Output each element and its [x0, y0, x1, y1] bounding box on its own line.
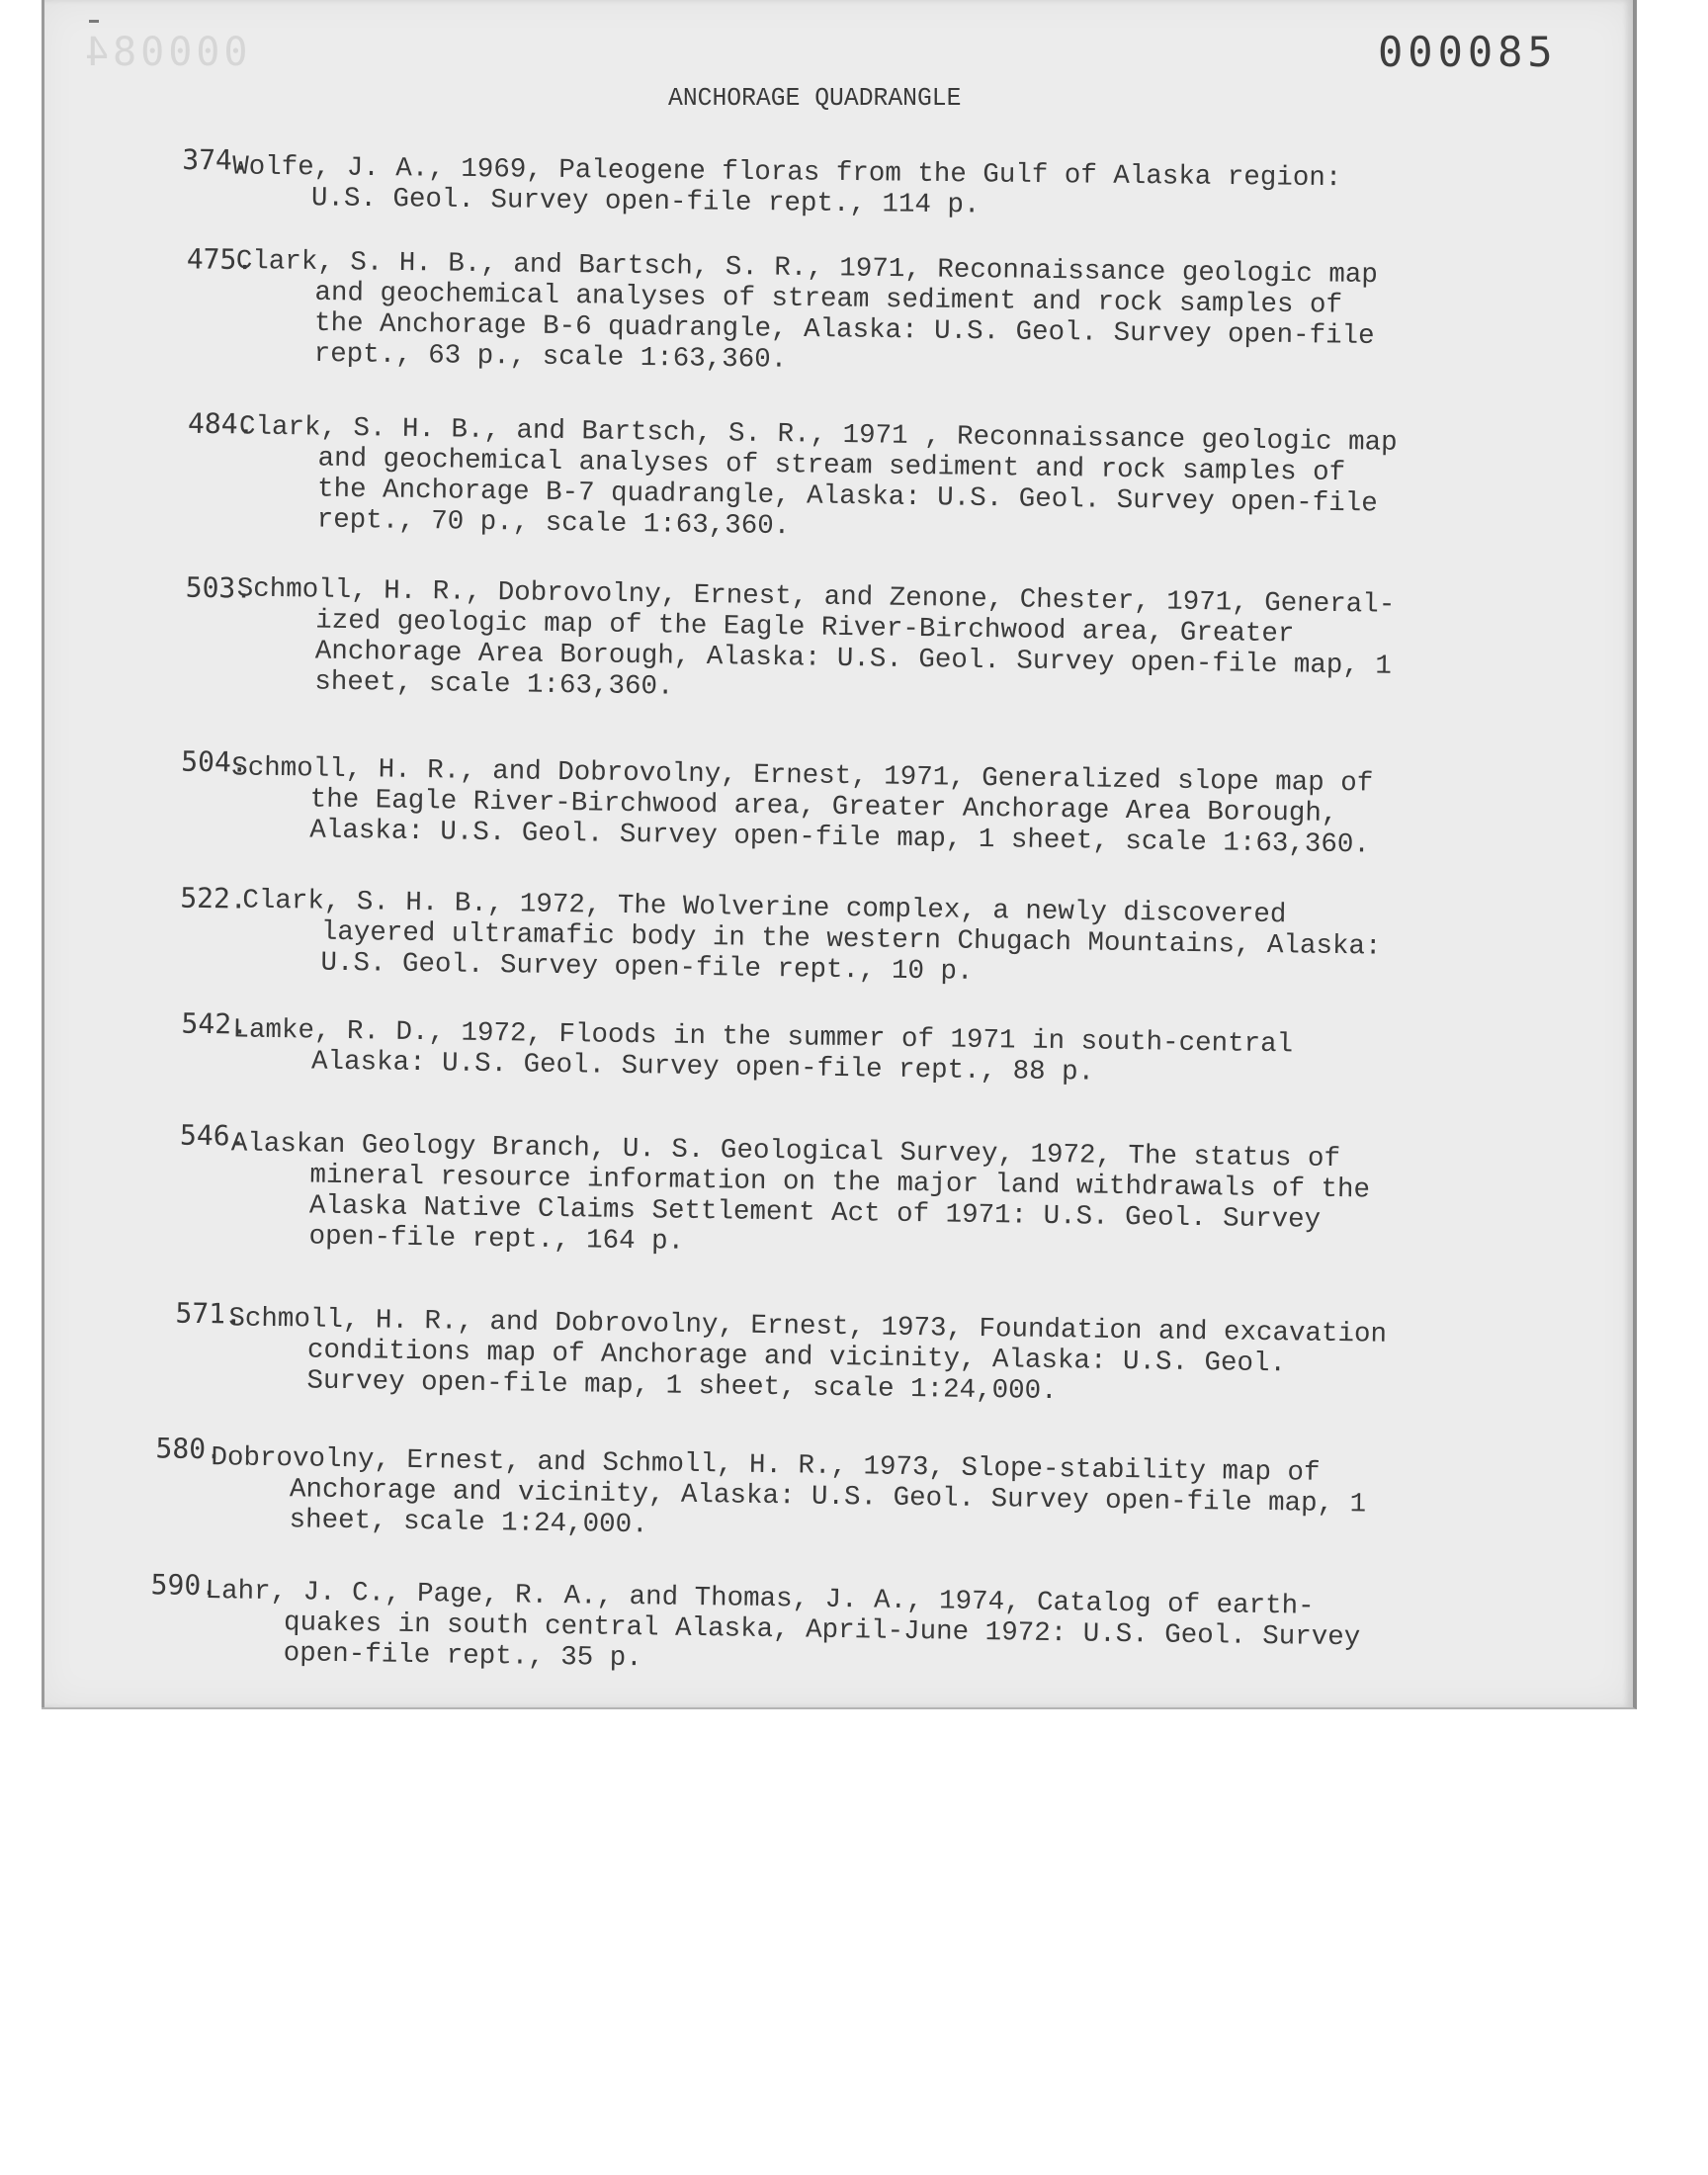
entry-text: Wolfe, J. A., 1969, Paleogene floras from the Gulf of Alaska region: U.S. Geol. Survey open-file rept., 114 p.: [232, 151, 1342, 221]
entry-number: 542.: [181, 1006, 249, 1041]
entry-number: 580.: [155, 1432, 223, 1466]
entry-text: Clark, S. H. B., and Bartsch, S. R., 1971, Reconnaissance geologic map and geochemical analyses of stream sediment and rock samples of the Anchorage B-6 quadrangle, Alaska: U.S. Geol. Survey open-file rept., 63 p., scale 1:63,360.: [235, 245, 1379, 376]
entry-text: Lamke, R. D., 1972, Floods in the summer of 1971 in south-central Alaska: U.S. Geol. Survey open-file rept., 88 p.: [232, 1014, 1294, 1088]
entry-number: 374.: [182, 142, 249, 177]
entry-number: 546.: [179, 1118, 247, 1153]
entry-text: Schmoll, H. R., Dobrovolny, Ernest, and Zenone, Chester, 1971, General-ized geologic map of the Eagle River-Birchwood area, Greater Anchorage Area Borough, Alaska: U.S. Geol. Survey open-file map, 1 sheet, scale 1:63,360.: [236, 573, 1396, 703]
entry-text: Schmoll, H. R., and Dobrovolny, Ernest, 1973, Foundation and excavation conditions map of Anchorage and vicinity, Alaska: U.S. Geol. Survey open-file map, 1 sheet, scale 1:24,000.: [228, 1303, 1388, 1408]
entry-text: Alaskan Geology Branch, U. S. Geological Survey, 1972, The status of mineral resource information on the major land withdrawals of the Alaska Native Claims Settlement Act of 1971: U.S. Geol. Survey open-file rept., 164 p.: [230, 1128, 1371, 1258]
entry-text: Clark, S. H. B., 1972, The Wolverine complex, a newly discovered layered ultramafic body in the western Chugach Mountains, Alaska: U.S. Geol. Survey open-file rept., 10 p.: [242, 885, 1382, 988]
entry-number: 475.: [186, 242, 254, 277]
ghost-mark: [89, 20, 99, 23]
entry-number: 590.: [150, 1568, 218, 1603]
entry-number: 503.: [185, 570, 253, 605]
entry-text: Dobrovolny, Ernest, and Schmoll, H. R., 1973, Slope-stability map of Anchorage and vicinity, Alaska: U.S. Geol. Survey open-file map, 1 sheet, scale 1:24,000.: [211, 1442, 1367, 1541]
entry-number: 504.: [181, 744, 248, 779]
page-left-edge: [42, 0, 44, 1707]
entry-text: Schmoll, H. R., and Dobrovolny, Ernest, 1971, Generalized slope map of the Eagle River-Birchwood area, Greater Anchorage Area Borough, Alaska: U.S. Geol. Survey open-file map, 1 sheet, scale 1:63,360.: [230, 752, 1374, 861]
entry-text: Clark, S. H. B., and Bartsch, S. R., 1971 , Reconnaissance geologic map and geochemical analyses of stream sediment and rock samples of the Anchorage B-7 quadrangle, Alaska: U.S. Geol. Survey open-file rept., 70 p., scale 1:63,360.: [238, 411, 1398, 543]
entry-number: 571.: [175, 1296, 243, 1331]
entry-text: Lahr, J. C., Page, R. A., and Thomas, J. A., 1974, Catalog of earth-quakes in south central Alaska, April-June 1972: U.S. Geol. Survey open-file rept., 35 p.: [205, 1576, 1361, 1675]
page-title: ANCHORAGE QUADRANGLE: [668, 83, 962, 113]
document-number: 000085: [1378, 28, 1558, 76]
entry-number: 522.: [180, 881, 247, 915]
ghost-page-number: 000084: [81, 30, 248, 75]
entry-number: 484.: [187, 406, 255, 441]
